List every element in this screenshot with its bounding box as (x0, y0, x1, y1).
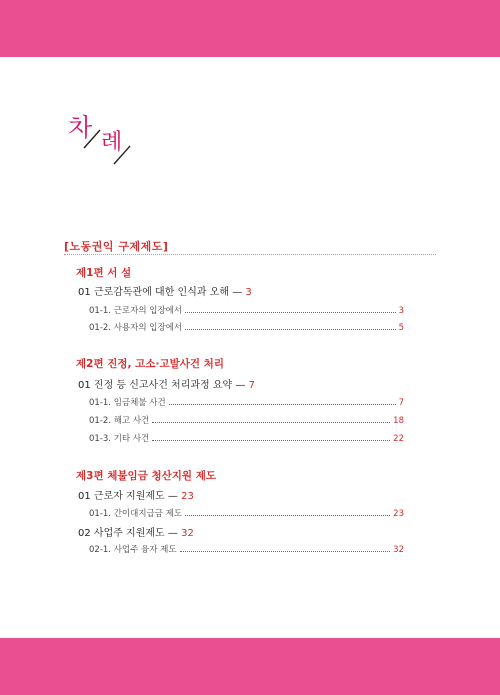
part-title: 제3편 체불임금 청산지원 제도 (76, 470, 216, 482)
section-item[interactable] (89, 321, 404, 333)
chapter-label: 01 근로자 지원제도 — (78, 491, 178, 502)
chapter-label: 02 사업주 지원제도 — (78, 528, 178, 539)
dot-leader (185, 328, 395, 330)
section-item[interactable] (89, 507, 404, 519)
section-label: 01-1. 간이대지급금 제도 (89, 509, 183, 519)
section-page: 18 (393, 416, 404, 426)
section-item[interactable] (89, 543, 404, 555)
heading-divider (64, 254, 436, 255)
title-char-2: 례 (101, 130, 123, 155)
section-item[interactable] (89, 396, 404, 408)
chapter-label: 01 진정 등 신고사건 처리과정 요약 — (78, 380, 246, 391)
chapter-item[interactable] (78, 283, 252, 298)
section-label: 01-1. 임금체불 사건 (89, 398, 166, 408)
section-page: 22 (393, 434, 404, 444)
chapter-page: 23 (181, 491, 194, 502)
section-label: 01-2. 사용자의 입장에서 (89, 323, 183, 333)
section-page: 3 (398, 306, 404, 316)
footer-band (0, 638, 500, 695)
part-title: 제2편 진정, 고소·고발사건 처리 (76, 358, 224, 370)
section-item[interactable] (89, 304, 404, 316)
part-title: 제1편 서 설 (76, 267, 132, 279)
dot-leader (185, 311, 395, 313)
section-page: 23 (393, 509, 404, 519)
chapter-label: 01 근로감독관에 대한 인식과 오해 — (78, 287, 243, 298)
section-bracket-heading: [노동권익 구제제도] (64, 240, 169, 253)
chapter-page: 32 (181, 528, 194, 539)
chapter-item[interactable] (78, 376, 255, 391)
section-label: 01-1. 근로자의 입장에서 (89, 306, 183, 316)
section-page: 7 (398, 398, 404, 408)
dot-leader (169, 403, 396, 405)
dot-leader (152, 421, 390, 423)
section-page: 5 (398, 323, 404, 333)
chapter-item[interactable] (78, 487, 194, 502)
section-item[interactable] (89, 414, 404, 426)
section-label: 02-1. 사업주 융자 제도 (89, 545, 177, 555)
dot-leader (180, 550, 391, 552)
chapter-page: 3 (245, 287, 252, 298)
dot-leader (185, 514, 390, 516)
dot-leader (152, 439, 390, 441)
title-char-1: 차 (68, 113, 93, 142)
section-label: 01-3. 기타 사건 (89, 434, 150, 444)
chapter-item[interactable] (78, 524, 194, 539)
section-label: 01-2. 해고 사건 (89, 416, 150, 426)
section-page: 32 (393, 545, 404, 555)
chapter-page: 7 (248, 380, 255, 391)
section-item[interactable] (89, 432, 404, 444)
